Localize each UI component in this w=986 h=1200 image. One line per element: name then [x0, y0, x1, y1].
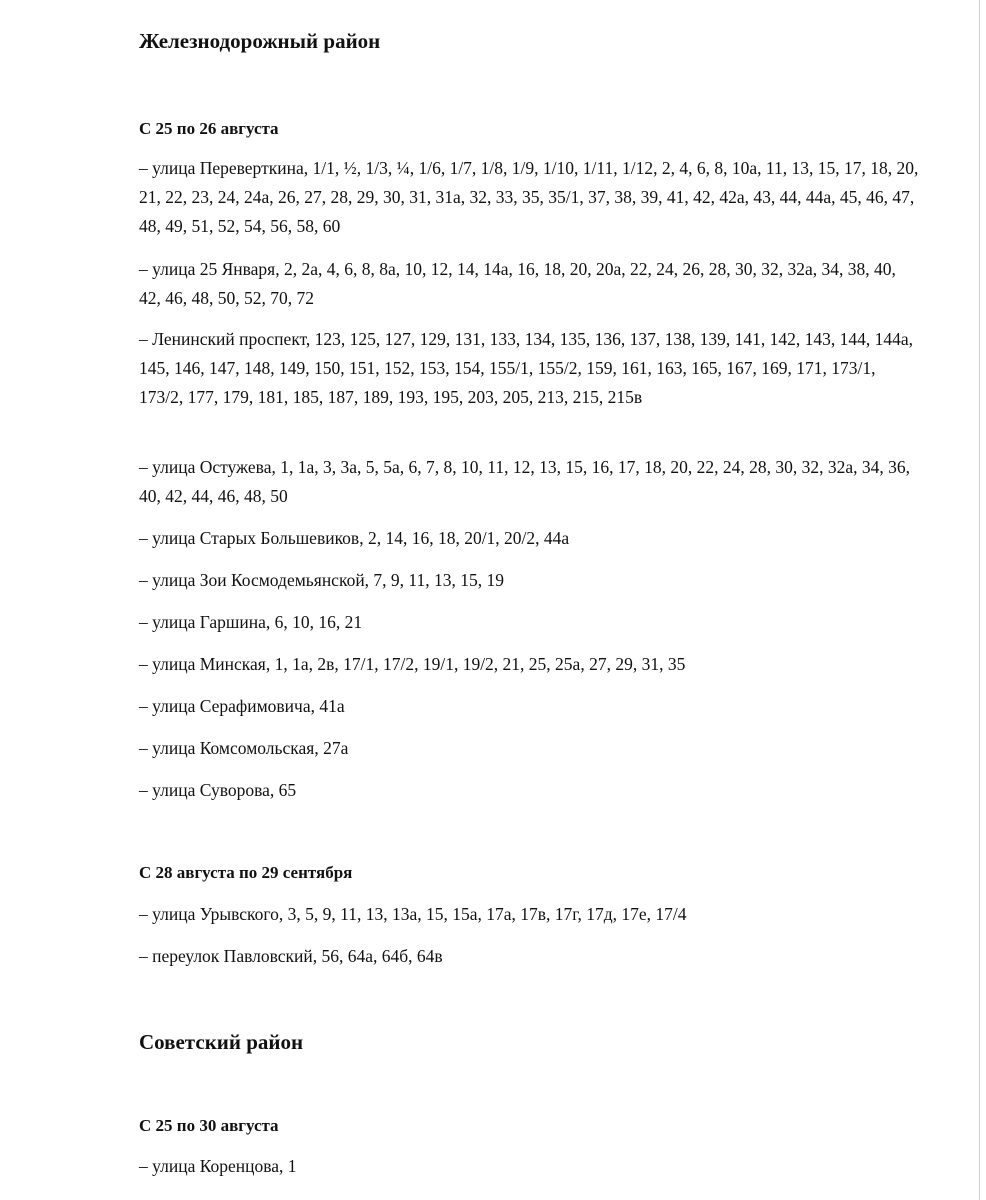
address-item: – улица Гаршина, 6, 10, 16, 21 [139, 612, 363, 632]
address-item: – улица Коренцова, 1 [139, 1156, 297, 1176]
address-item: – улица Серафимовича, 41а [139, 696, 345, 716]
address-item: – улица Зои Космодемьянской, 7, 9, 11, 13, 15, 19 [139, 570, 505, 590]
address-item: – улица 25 Января, 2, 2а, 4, 6, 8, 8а, 10, 12, 14, 14а, 16, 18, 20, 20а, 22, 24, 26, 28, 30, 32, 32а, 34, 38, 40, 42, 46, 48, 50, 52, 70, 72 [139, 259, 896, 308]
address-item: – переулок Павловский, 56, 64а, 64б, 64в [139, 946, 443, 966]
period-title: С 25 по 26 августа [139, 119, 279, 138]
address-item: – улица Урывского, 3, 5, 9, 11, 13, 13а, 15, 15а, 17а, 17в, 17г, 17д, 17е, 17/4 [139, 904, 687, 924]
address-item: – улица Старых Большевиков, 2, 14, 16, 18, 20/1, 20/2, 44а [139, 528, 570, 548]
period-title: С 25 по 30 августа [139, 1116, 279, 1135]
page-edge-divider [979, 0, 980, 1200]
district-title-zheleznodorozhny: Железнодорожный район [139, 29, 381, 53]
district-title-sovetsky: Советский район [139, 1030, 304, 1054]
address-item: – улица Комсомольская, 27а [139, 738, 349, 758]
period-title: С 28 августа по 29 сентября [139, 863, 353, 882]
address-item: – улица Суворова, 65 [139, 780, 297, 800]
address-item: – улица Остужева, 1, 1а, 3, 3а, 5, 5а, 6, 7, 8, 10, 11, 12, 13, 15, 16, 17, 18, 20, 22, 24, 28, 30, 32, 32а, 34, 36, 40, 42, 44, 46, 48, 50 [139, 457, 911, 506]
address-item: – улица Минская, 1, 1а, 2в, 17/1, 17/2, 19/1, 19/2, 21, 25, 25а, 27, 29, 31, 35 [139, 654, 686, 674]
address-item: – улица Переверткина, 1/1, ½, 1/3, ¼, 1/6, 1/7, 1/8, 1/9, 1/10, 1/11, 1/12, 2, 4, 6, 8, 10а, 11, 13, 15, 17, 18, 20, 21, 22, 23, 24, 24а, 26, 27, 28, 29, 30, 31, 31а, 32, 33, 35, 35/1, 37, 38, 39, 41, 42, 42а, 43, 44, 44а, 45, 46, 47, 48, 49, 51, 52, 54, 56, 58, 60 [139, 158, 919, 236]
address-item: – Ленинский проспект, 123, 125, 127, 129, 131, 133, 134, 135, 136, 137, 138, 139, 141, 142, 143, 144, 144а, 145, 146, 147, 148, 149, 150, 151, 152, 153, 154, 155/1, 155/2, 159, 161, 163, 165, 167, 169, 171, 173/1, 173/2, 177, 179, 181, 185, 187, 189, 193, 195, 203, 205, 213, 215, 215в [139, 329, 914, 407]
